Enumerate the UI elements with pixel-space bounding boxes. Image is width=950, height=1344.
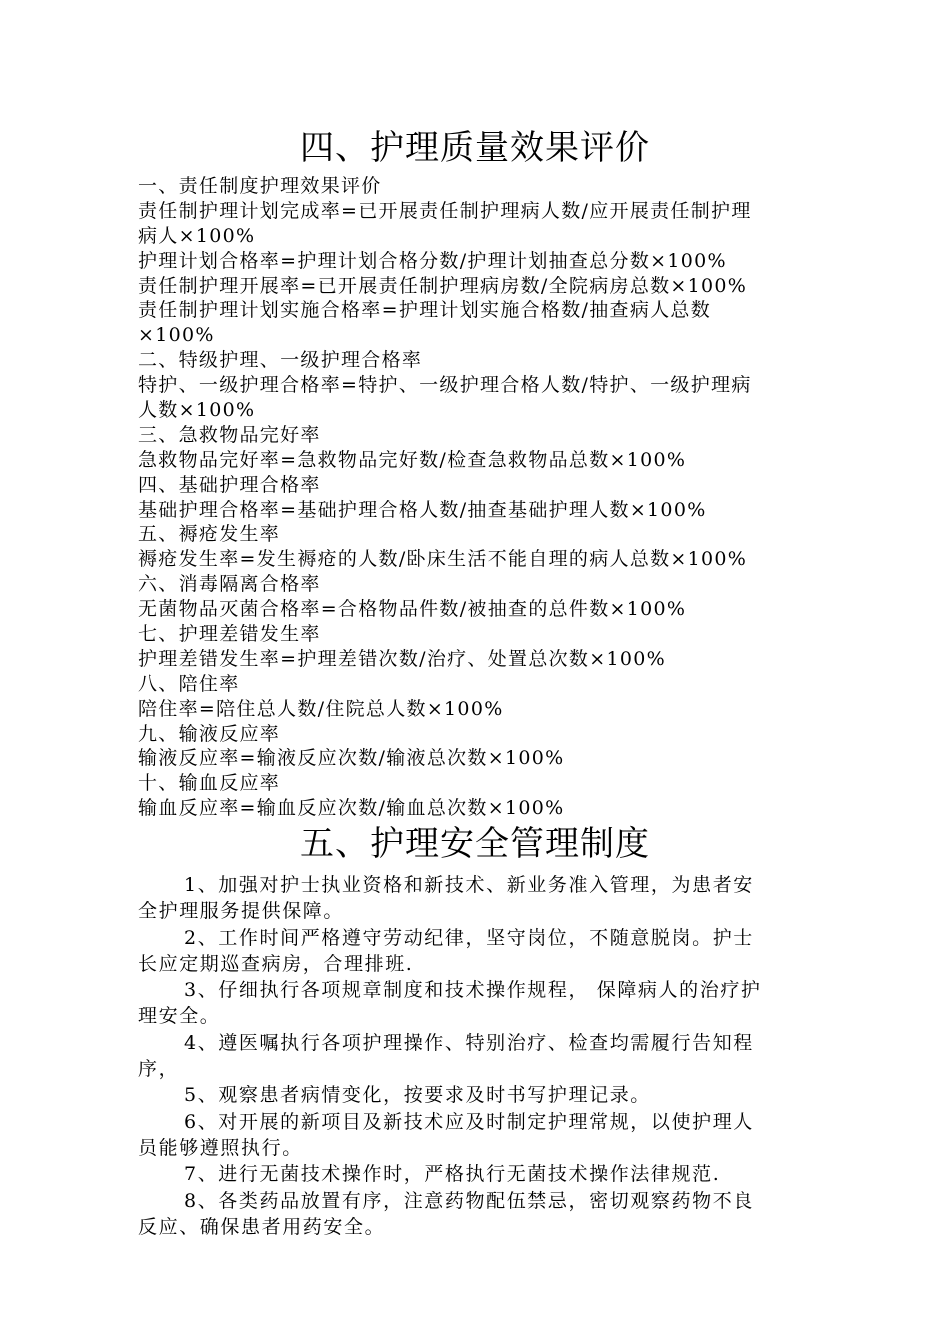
text-line: 三、急救物品完好率 (138, 423, 321, 446)
text-line: 基础护理合格率=基础护理合格人数/抽查基础护理人数×100% (138, 498, 707, 521)
text-line: 一、责任制度护理效果评价 (138, 175, 382, 197)
paragraph-line: 反应、确保患者用药安全。 (138, 1215, 386, 1238)
text-line: 责任制护理计划完成率=已开展责任制护理病人数/应开展责任制护理 (138, 199, 752, 222)
paragraph-line: 6、对开展的新项目及新技术应及时制定护理常规，以使护理人 (184, 1110, 754, 1133)
quality-evaluation-body (138, 174, 868, 821)
text-line: 八、陪住率 (138, 672, 240, 695)
paragraph-line: 全护理服务提供保障。 (138, 900, 345, 923)
text-line: 输血反应率=输血反应次数/输血总次数×100% (138, 797, 565, 820)
text-line: 人数×100% (138, 399, 256, 422)
paragraph-line: 8、各类药品放置有序，注意药物配伍禁忌，密切观察药物不良 (184, 1189, 754, 1212)
text-line: 九、输液反应率 (138, 722, 281, 745)
paragraph-line: 员能够遵照执行。 (138, 1136, 303, 1159)
text-line: 责任制护理计划实施合格率=护理计划实施合格数/抽查病人总数 (138, 299, 712, 322)
paragraph-line: 2、工作时间严格遵守劳动纪律，坚守岗位，不随意脱岗。护士 (184, 926, 754, 949)
text-line: 十、输血反应率 (138, 772, 281, 795)
text-line: 六、消毒隔离合格率 (138, 573, 321, 596)
paragraph-line: 3、仔细执行各项规章制度和技术操作规程， 保障病人的治疗护 (184, 979, 762, 1002)
text-line: ×100% (138, 324, 215, 347)
paragraph-line: 序， (138, 1058, 180, 1081)
text-line: 二、特级护理、一级护理合格率 (138, 349, 423, 372)
text-line: 急救物品完好率=急救物品完好数/检查急救物品总数×100% (138, 448, 687, 471)
section-title-safety-management: 五、护理安全管理制度 (300, 824, 650, 864)
paragraph-line: 4、遵医嘱执行各项护理操作、特别治疗、检查均需履行告知程 (184, 1031, 754, 1054)
safety-management-body (138, 872, 868, 1240)
paragraph-line: 5、观察患者病情变化，按要求及时书写护理记录。 (184, 1084, 651, 1107)
text-line: 四、基础护理合格率 (138, 473, 321, 496)
text-line: 五、褥疮发生率 (138, 523, 281, 546)
paragraph-line: 7、进行无菌技术操作时，严格执行无菌技术操作法律规范. (184, 1163, 721, 1186)
text-line: 陪住率=陪住总人数/住院总人数×100% (138, 697, 504, 720)
paragraph-line: 长应定期巡查病房，合理排班. (138, 952, 414, 975)
text-line: 无菌物品灭菌合格率=合格物品件数/被抽查的总件数×100% (138, 598, 687, 621)
text-line: 病人×100% (138, 224, 256, 247)
text-line: 褥疮发生率=发生褥疮的人数/卧床生活不能自理的病人总数×100% (138, 548, 748, 571)
paragraph-line: 理安全。 (138, 1005, 221, 1028)
text-line: 责任制护理开展率=已开展责任制护理病房数/全院病房总数×100% (138, 274, 748, 297)
text-line: 输液反应率=输液反应次数/输液总次数×100% (138, 747, 565, 770)
paragraph-line: 1、加强对护士执业资格和新技术、新业务准入管理，为患者安 (184, 874, 754, 896)
text-line: 护理计划合格率=护理计划合格分数/护理计划抽查总分数×100% (138, 249, 727, 272)
text-line: 特护、一级护理合格率=特护、一级护理合格人数/特护、一级护理病 (138, 374, 752, 397)
text-line: 七、护理差错发生率 (138, 623, 321, 646)
section-title-quality-evaluation: 四、护理质量效果评价 (300, 128, 650, 168)
text-line: 护理差错发生率=护理差错次数/治疗、处置总次数×100% (138, 647, 666, 670)
